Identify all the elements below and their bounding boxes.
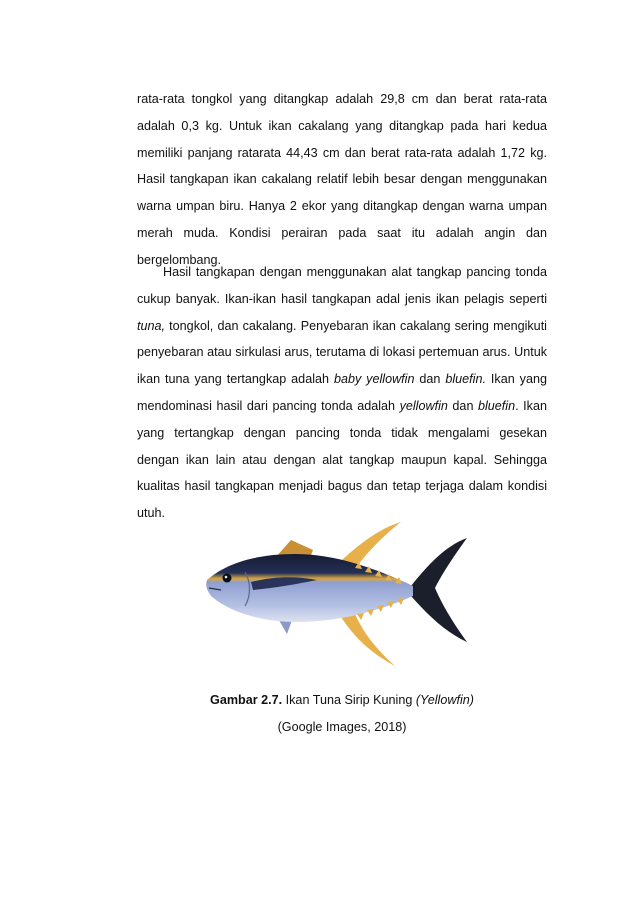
paragraph-2-segment-2: tongkol, dan cakalang. Penyebaran ikan cakalang sering mengikuti penyebaran atau sirkulasi arus, terutama di lokasi pertemuan arus. Untuk ikan tuna yang tertangkap adalah (137, 318, 547, 387)
caption-label: Gambar 2.7. (210, 693, 283, 707)
paragraph-2-segment-4: Ikan yang mendominasi hasil dari pancing tonda adalah (137, 372, 547, 413)
figure-caption (137, 693, 547, 707)
italic-term-baby-yellowfin: baby yellowfin (333, 372, 415, 387)
paragraph-2-segment-5: dan (447, 398, 478, 413)
paragraph-1-text: rata-rata tongkol yang ditangkap adalah 29,8 cm dan berat rata-rata adalah 0,3 kg. Untuk ikan cakalang yang ditangkap pada hari kedua memiliki panjang ratarata 44,43 cm dan berat rata-rata adalah 1,72 kg. Hasil tangkapan ikan cakalang relatif lebih besar dengan menggunakan warna umpan biru. Hanya 2 ekor yang ditangkap dengan warna umpan merah muda. Kondisi perairan pada saat itu adalah angin dan bergelombang. (137, 92, 547, 267)
paragraph-2-segment-1: Hasil tangkapan dengan menggunakan alat tangkap pancing tonda cukup banyak. Ikan-ikan hasil tangkapan adal jenis ikan pelagis seperti (137, 265, 547, 306)
italic-term-yellowfin: yellowfin (399, 398, 448, 413)
paragraph-2-segment-6: . Ikan yang tertangkap dengan pancing tonda tidak mengalami gesekan dengan ikan lain atau dengan alat tangkap maupun kapal. Sehingga kualitas hasil tangkapan menjadi bagus dan tetap terjaga dalam kondisi utuh. (137, 398, 547, 521)
caption-italic: (Yellowfin) (415, 693, 474, 707)
figure-source: (Google Images, 2018) (277, 720, 407, 734)
tail-fin (411, 538, 467, 642)
paragraph-2 (137, 259, 547, 527)
tuna-body (206, 554, 413, 622)
yellowfin-tuna-illustration-icon (205, 518, 470, 668)
tuna-figure (205, 518, 470, 668)
eye (223, 574, 232, 583)
italic-term-tuna: tuna, (137, 318, 166, 333)
paragraph-2-text (137, 259, 547, 527)
paragraph-2-segment-3: dan (414, 372, 446, 387)
paragraph-1 (137, 86, 547, 274)
italic-term-bluefin: bluefin. (445, 372, 486, 387)
italic-term-bluefin-2: bluefin (478, 398, 516, 413)
caption-text: Ikan Tuna Sirip Kuning (282, 693, 416, 707)
anal-fin-long (339, 614, 395, 666)
